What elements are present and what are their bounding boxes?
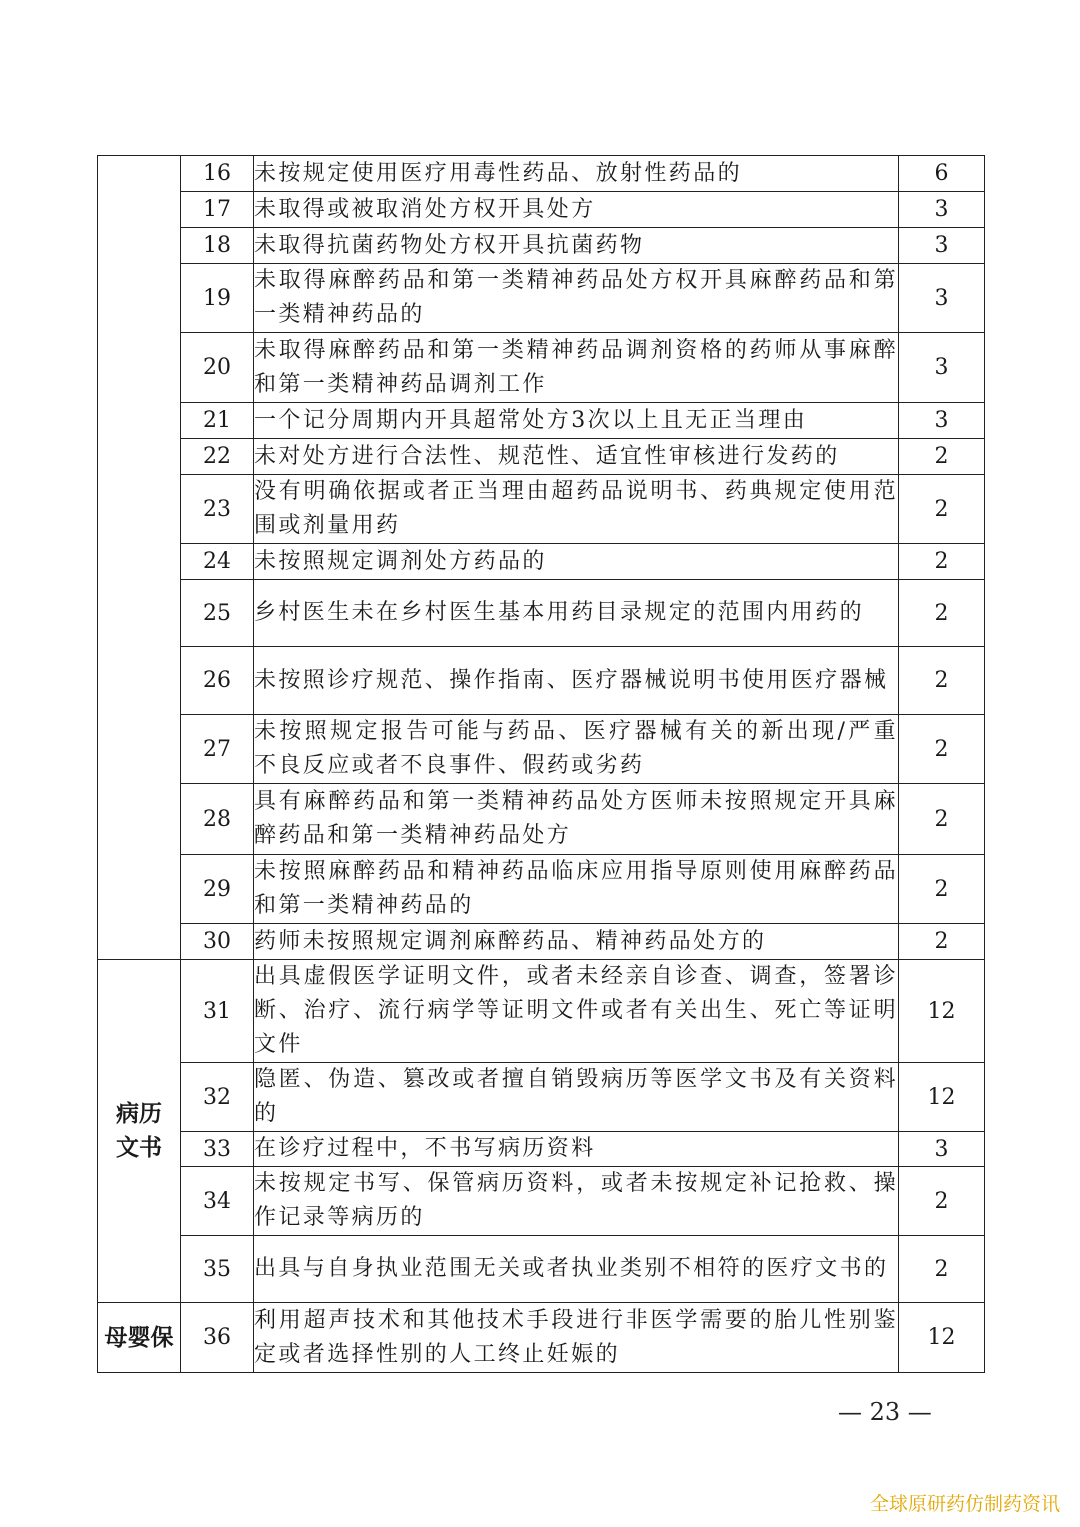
item-number: 17 — [181, 192, 254, 228]
table-row — [98, 544, 985, 580]
item-score: 12 — [899, 1303, 985, 1373]
table-row — [98, 192, 985, 228]
table-row — [98, 1303, 985, 1373]
item-description: 药师未按照规定调剂麻醉药品、精神药品处方的 — [254, 924, 899, 960]
item-score: 2 — [899, 1236, 985, 1303]
category-cell-continued — [98, 156, 181, 960]
table-row — [98, 580, 985, 647]
table-row — [98, 647, 985, 715]
item-score: 3 — [899, 1132, 985, 1167]
watermark: 全球原研药仿制药资讯 — [869, 1493, 1060, 1515]
item-description: 未按照规定调剂处方药品的 — [254, 544, 899, 580]
item-description: 未按照诊疗规范、操作指南、医疗器械说明书使用医疗器械 — [254, 647, 899, 715]
item-number: 23 — [181, 475, 254, 544]
item-score: 6 — [899, 156, 985, 192]
category-label: 病历文书 — [116, 1101, 162, 1161]
item-score: 2 — [899, 855, 985, 924]
item-number: 33 — [181, 1132, 254, 1167]
item-score: 2 — [899, 544, 985, 580]
item-score: 12 — [899, 1063, 985, 1132]
item-description: 一个记分周期内开具超常处方3次以上且无正当理由 — [254, 403, 899, 439]
item-description: 出具虚假医学证明文件，或者未经亲自诊查、调查，签署诊断、治疗、流行病学等证明文件或者有关出生、死亡等证明文件 — [254, 960, 899, 1063]
item-number: 26 — [181, 647, 254, 715]
item-description: 未取得抗菌药物处方权开具抗菌药物 — [254, 228, 899, 264]
item-number: 21 — [181, 403, 254, 439]
item-number: 22 — [181, 439, 254, 475]
table-row — [98, 1132, 985, 1167]
table-row — [98, 403, 985, 439]
item-score: 2 — [899, 580, 985, 647]
table-row — [98, 1236, 985, 1303]
category-medical-records — [98, 960, 181, 1303]
item-number: 28 — [181, 784, 254, 855]
item-score: 3 — [899, 333, 985, 403]
item-score: 2 — [899, 715, 985, 784]
item-number: 27 — [181, 715, 254, 784]
item-description: 具有麻醉药品和第一类精神药品处方医师未按照规定开具麻醉药品和第一类精神药品处方 — [254, 784, 899, 855]
item-number: 32 — [181, 1063, 254, 1132]
item-score: 2 — [899, 647, 985, 715]
table-row — [98, 784, 985, 855]
table-row — [98, 439, 985, 475]
item-number: 19 — [181, 264, 254, 333]
item-number: 34 — [181, 1167, 254, 1236]
item-description: 未取得或被取消处方权开具处方 — [254, 192, 899, 228]
item-number: 24 — [181, 544, 254, 580]
item-description: 隐匿、伪造、篡改或者擅自销毁病历等医学文书及有关资料的 — [254, 1063, 899, 1132]
item-score: 3 — [899, 264, 985, 333]
item-number: 36 — [181, 1303, 254, 1373]
table-row — [98, 264, 985, 333]
table-row — [98, 156, 985, 192]
item-score: 2 — [899, 439, 985, 475]
item-description: 未按规定使用医疗用毒性药品、放射性药品的 — [254, 156, 899, 192]
item-description: 乡村医生未在乡村医生基本用药目录规定的范围内用药的 — [254, 580, 899, 647]
item-score: 12 — [899, 960, 985, 1063]
item-score: 2 — [899, 1167, 985, 1236]
item-number: 16 — [181, 156, 254, 192]
category-label: 母婴保 — [104, 1324, 174, 1351]
item-number: 29 — [181, 855, 254, 924]
table-row — [98, 1063, 985, 1132]
table-row — [98, 960, 985, 1063]
table-row — [98, 924, 985, 960]
table-row — [98, 1167, 985, 1236]
page-number: — 23 — — [838, 1398, 932, 1426]
item-description: 未按照规定报告可能与药品、医疗器械有关的新出现/严重不良反应或者不良事件、假药或劣药 — [254, 715, 899, 784]
item-score: 3 — [899, 403, 985, 439]
item-number: 18 — [181, 228, 254, 264]
table-row — [98, 855, 985, 924]
item-score: 2 — [899, 784, 985, 855]
item-number: 25 — [181, 580, 254, 647]
item-description: 在诊疗过程中，不书写病历资料 — [254, 1132, 899, 1167]
item-description: 未按照麻醉药品和精神药品临床应用指导原则使用麻醉药品和第一类精神药品的 — [254, 855, 899, 924]
item-number: 20 — [181, 333, 254, 403]
item-description: 未对处方进行合法性、规范性、适宜性审核进行发药的 — [254, 439, 899, 475]
item-number: 30 — [181, 924, 254, 960]
category-maternal — [98, 1303, 181, 1373]
item-number: 31 — [181, 960, 254, 1063]
item-description: 未取得麻醉药品和第一类精神药品处方权开具麻醉药品和第一类精神药品的 — [254, 264, 899, 333]
item-description: 没有明确依据或者正当理由超药品说明书、药典规定使用范围或剂量用药 — [254, 475, 899, 544]
item-number: 35 — [181, 1236, 254, 1303]
item-description: 未取得麻醉药品和第一类精神药品调剂资格的药师从事麻醉和第一类精神药品调剂工作 — [254, 333, 899, 403]
item-score: 2 — [899, 475, 985, 544]
item-description: 出具与自身执业范围无关或者执业类别不相符的医疗文书的 — [254, 1236, 899, 1303]
table-row — [98, 475, 985, 544]
item-description: 利用超声技术和其他技术手段进行非医学需要的胎儿性别鉴定或者选择性别的人工终止妊娠的 — [254, 1303, 899, 1373]
item-score: 3 — [899, 228, 985, 264]
table-row — [98, 228, 985, 264]
table-row — [98, 715, 985, 784]
table-row — [98, 333, 985, 403]
item-score: 2 — [899, 924, 985, 960]
item-description: 未按规定书写、保管病历资料，或者未按规定补记抢救、操作记录等病历的 — [254, 1167, 899, 1236]
item-score: 3 — [899, 192, 985, 228]
scoring-table — [97, 155, 985, 1373]
